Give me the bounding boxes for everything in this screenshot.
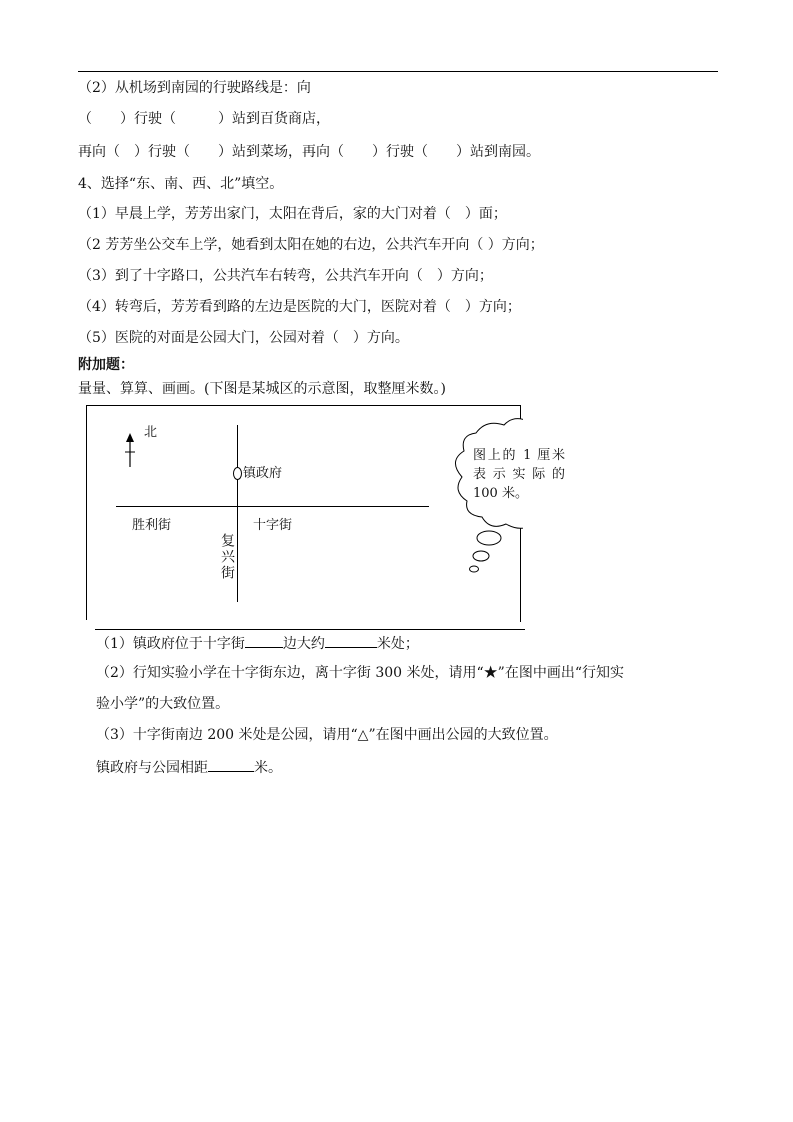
bonus-intro: 量量、算算、画画。(下图是某城区的示意图，取整厘米数。) xyxy=(78,381,446,397)
q4-item-2: （2 芳芳坐公交车上学，她看到太阳在她的右边，公共汽车开向（ ）方向； xyxy=(78,237,544,253)
q2-line3: 再向（ ）行驶（ ）站到菜场，再向（ ）行驶（ ）站到南园。 xyxy=(78,144,540,160)
q4-item-5: （5）医院的对面是公园大门，公园对着（ ）方向。 xyxy=(78,330,409,346)
scale-note: 图上的 1 厘米表示实际的 100 米。 xyxy=(473,448,565,501)
sub-q4-part2: 米。 xyxy=(254,760,282,776)
q4-item-4: （4）转弯后，芳芳看到路的左边是医院的大门，医院对着（ ）方向； xyxy=(78,299,521,315)
fuxing-street-label: 复兴街 xyxy=(219,533,235,581)
sub-q4 xyxy=(96,757,282,777)
sub-q1-part1: （1）镇政府位于十字街 xyxy=(96,636,245,652)
sub-q2-line1: （2）行知实验小学在十字街东边，离十字街 300 米处，请用“★”在图中画出“行知实 xyxy=(96,665,624,681)
sub-q1 xyxy=(96,633,419,653)
sub-q1-part2: 边大约 xyxy=(282,636,325,652)
header-rule xyxy=(78,71,718,72)
shizi-street-label: 十字街 xyxy=(253,518,293,533)
north-label: 北 xyxy=(144,425,158,440)
q4-item-1: （1）早晨上学，芳芳出家门，太阳在背后，家的大门对着（ ）面； xyxy=(78,206,507,222)
sub-q4-part1: 镇政府与公园相距 xyxy=(96,760,208,776)
thought-cloud-icon xyxy=(86,405,523,630)
q4-title: 4、选择“东、南、西、北”填空。 xyxy=(78,176,284,192)
answer-blank-direction[interactable] xyxy=(245,633,283,648)
sub-q2-line2: 验小学”的大致位置。 xyxy=(96,696,230,712)
q4-item-3: （3）到了十字路口，公共汽车右转弯，公共汽车开向（ ）方向； xyxy=(78,268,493,284)
bonus-title: 附加题： xyxy=(78,357,134,373)
town-map xyxy=(86,405,565,630)
answer-blank-distance[interactable] xyxy=(325,633,377,648)
sub-q1-part3: 米处； xyxy=(376,636,419,652)
shengli-street-label: 胜利街 xyxy=(132,518,172,533)
town-government-label: 镇政府 xyxy=(243,466,283,481)
answer-blank-gov-park-distance[interactable] xyxy=(208,757,254,772)
q2-line1: （2）从机场到南园的行驶路线是：向 xyxy=(78,80,311,96)
q2-line2: （ ）行驶（ ）站到百货商店， xyxy=(78,111,330,127)
sub-q3: （3）十字街南边 200 米处是公园，请用“△”在图中画出公园的大致位置。 xyxy=(96,727,558,743)
